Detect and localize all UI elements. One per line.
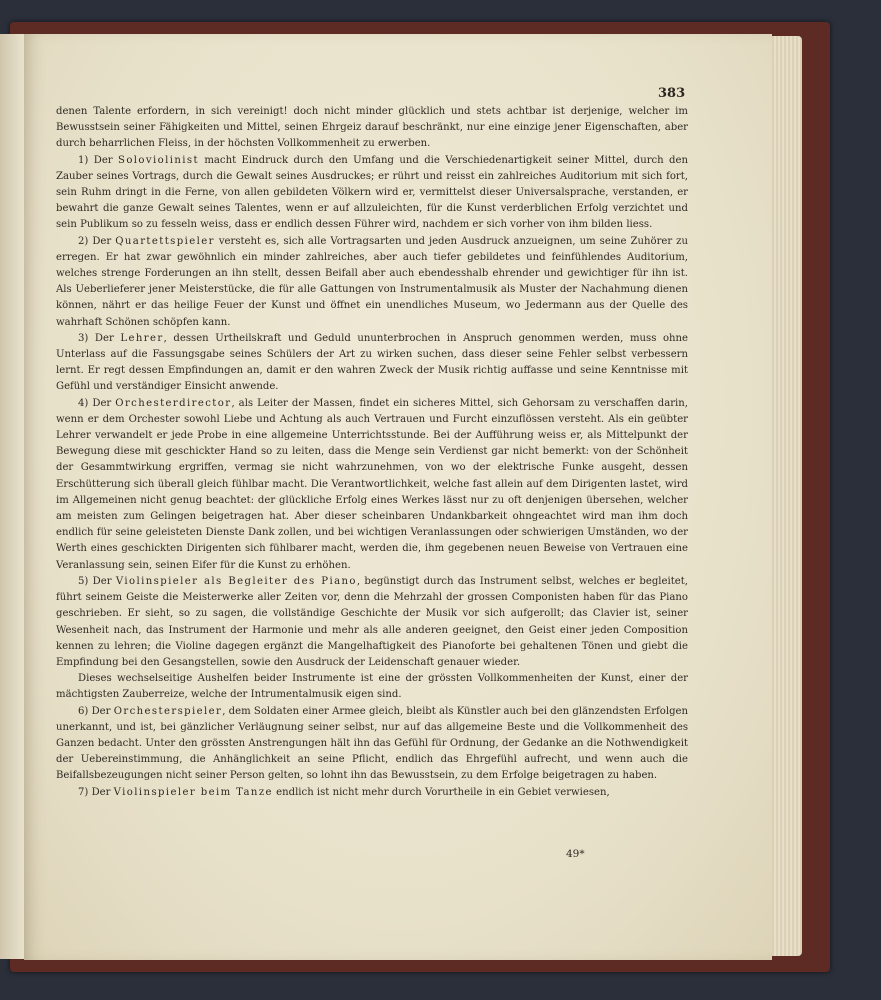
text-run: 5) Der xyxy=(78,575,116,587)
text-run: , als Leiter der Massen, findet ein sicheres Mittel, sich Gehorsam zu verschaffen darin, wenn er dem Orchester sowohl Liebe und Achtung als auch Vertrauen und Furcht einzuflössen versteht. Als ein geübter Lehrer verwandelt er jede Probe in eine allgemeine Unterrichtsstunde. Bei der Aufführung weiss er, als Mittelpunkt der Bewegung diese mit geschickter Hand so zu leiten, dass die Menge sein Verdienst gar nicht bemerkt: von der Schönheit der Gesammtwirkung ergriffen, vermag sie nicht wahrzunehmen, von wo der elektrische Funke ausgeht, dessen Erschütterung sich überall gleich fühlbar macht. Die Verantwortlichkeit, welche fast allein auf dem Dirigenten lastet, wird im Allgemeinen nicht genug beachtet: der glückliche Erfolg eines Werkes lässt nur zu oft denjenigen übersehen, welcher am meisten zum Gelingen beigetragen hat. Aber dieser scheinbaren Undankbarkeit ohngeachtet wird man ihm doch endlich für seine geleisteten Dienste Dank zollen, und bei wichtigen Veranlassungen oder schwierigen Umständen, wo der Werth eines geschickten Dirigenten sich fühlbarer macht, werden die, ihm gegebenen neuen Beweise von Vertrauen eine Veranlassung sein, seinen Eifer für die Kunst zu erhöhen. xyxy=(56,397,688,571)
text-run: Dieses wechselseitige Aushelfen beider Instrumente ist eine der grössten Vollkommenheiten der Kunst, einer der mächtigsten Zauberreize, welche der Intrumentalmusik eigen sind. xyxy=(56,673,688,701)
spaced-term: Quartettspieler xyxy=(115,235,215,247)
spaced-term: Soloviolinist xyxy=(118,154,199,166)
spaced-term: Violinspieler beim Tanze xyxy=(113,786,273,798)
text-run: , dem Soldaten einer Armee gleich, bleibt als Künstler auch bei den glänzendsten Erfolgen unerkannt, und ist, bei gänzlicher Verläugnung seiner selbst, nur auf das allgemeine Beste und die Vollkommenheit des Ganzen bedacht. Unter den grössten Anstrengungen hält ihn das Gefühl für Ordnung, der Gedanke an die Nothwendigkeit der Uebereinstimmung, die Anhänglichkeit an seine Pflicht, endlich das Ehrgefühl aufrecht, und wenn auch die Beifallsbezeugungen nicht seiner Person gelten, so lohnt ihn das Bewusstsein, zu dem Erfolge beigetragen zu haben. xyxy=(56,705,689,782)
signature-mark: 49* xyxy=(566,848,585,860)
spaced-term: Orchesterdirector xyxy=(115,397,232,409)
text-run: denen Talente erfordern, in sich vereinigt! doch nicht minder glücklich und stets achtbar ist derjenige, welcher im Bewusstsein seiner Fähigkeiten und Mittel, seinen Ehrgeiz darauf beschränkt, nur eine einzige jener Eigenschaften, aber durch beharrlichen Fleiss, in der höchsten Vollkommenheit zu erwerben. xyxy=(56,106,688,150)
text-run: macht Eindruck durch den Umfang und die Verschiedenartigkeit seiner Mittel, durch den Zauber seines Vortrags, durch die Gewalt seines Ausdruckes; er rührt und reisst ein zahlreiches Auditorium mit sich fort, sein Ruhm dringt in die Ferne, von allen gebildeten Völkern wird er, vermittelst dieser Universalsprache, verstanden, er bewahrt die ganze Gewalt seines Talentes, wenn er auf allzuleichten, für die Kunst verderblichen Erfolg verzichtet und sein Publikum so zu fesseln weiss, dass er endlich dessen Führer wird, nachdem er sich vorher von ihm bilden liess. xyxy=(56,154,688,231)
paragraph xyxy=(56,396,688,574)
text-run: 1) Der xyxy=(78,154,119,166)
paragraph xyxy=(56,785,688,801)
paragraph xyxy=(56,104,688,153)
text-run: , dessen Urtheilskraft und Geduld ununterbrochen in Anspruch genommen werden, muss ohne Unterlass auf die Fassungsgabe seines Schülers der Art zu wirken suchen, dass dieser seine Fehler selbst verbessern lernt. Er regt dessen Empfindungen an, damit er den wahren Zweck der Musik richtig auffasse und seine Kenntnisse mit Gefühl und verständiger Einsicht anwende. xyxy=(56,332,689,393)
paragraph xyxy=(56,234,688,331)
facing-page-edge xyxy=(0,34,25,959)
text-run: 2) Der xyxy=(78,235,116,247)
paragraph xyxy=(56,574,688,671)
text-run: endlich ist nicht mehr durch Vorurtheile in ein Gebiet verwiesen, xyxy=(272,786,610,798)
text-run: versteht es, sich alle Vortragsarten und jeden Ausdruck anzueignen, um seine Zuhörer zu erregen. Er hat zwar gewöhnlich ein minder zahlreiches, aber auch tiefer gebildetes und feinfühlendes Auditorium, welches strenge Forderungen an ihn stellt, dessen Beifall aber auch ebendesshalb ehrender und gewichtiger für ihn ist. Als Ueberlieferer jener Meisterstücke, die für alle Gattungen von Instrumentalmusik als Muster der Nachahmung dienen können, nährt er das heilige Feuer der Kunst und öffnet ein unendliches Museum, wo Jedermann aus der Quelle des wahrhaft Schönen schöpfen kann. xyxy=(56,235,688,328)
spaced-term: Lehrer xyxy=(120,332,164,344)
body-text xyxy=(56,104,688,801)
paragraph xyxy=(56,704,688,785)
spaced-term: Orchesterspieler xyxy=(113,705,223,717)
text-run: 4) Der xyxy=(78,397,116,409)
paragraph xyxy=(56,671,688,703)
text-run: 7) Der xyxy=(78,786,114,798)
text-run: , begünstigt durch das Instrument selbst, welches er begleitet, führt seinem Geiste die Meisterwerke aller Zeiten vor, denn die Mehrzahl der grossen Componisten haben für das Piano geschrieben. Er sieht, so zu sagen, die vollständige Geschichte der Musik vor sich aufgerollt; das Clavier ist, seiner Wesenheit nach, das Instrument der Harmonie und mehr als alle anderen geeignet, den Geist einer jeden Composition kennen zu lehren; die Violine dagegen ergänzt die Mangelhaftigkeit des Pianoforte bei gehaltenen Tönen und giebt die Empfindung bei den Gesangstellen, sowie den Ausdruck der Leidenschaft genauer wieder. xyxy=(56,575,689,668)
text-run: 3) Der xyxy=(78,332,121,344)
text-run: 6) Der xyxy=(78,705,114,717)
paragraph xyxy=(56,331,688,396)
paragraph xyxy=(56,153,688,234)
spaced-term: Violinspieler als Begleiter des Piano xyxy=(115,575,357,587)
page-number: 383 xyxy=(658,86,686,101)
